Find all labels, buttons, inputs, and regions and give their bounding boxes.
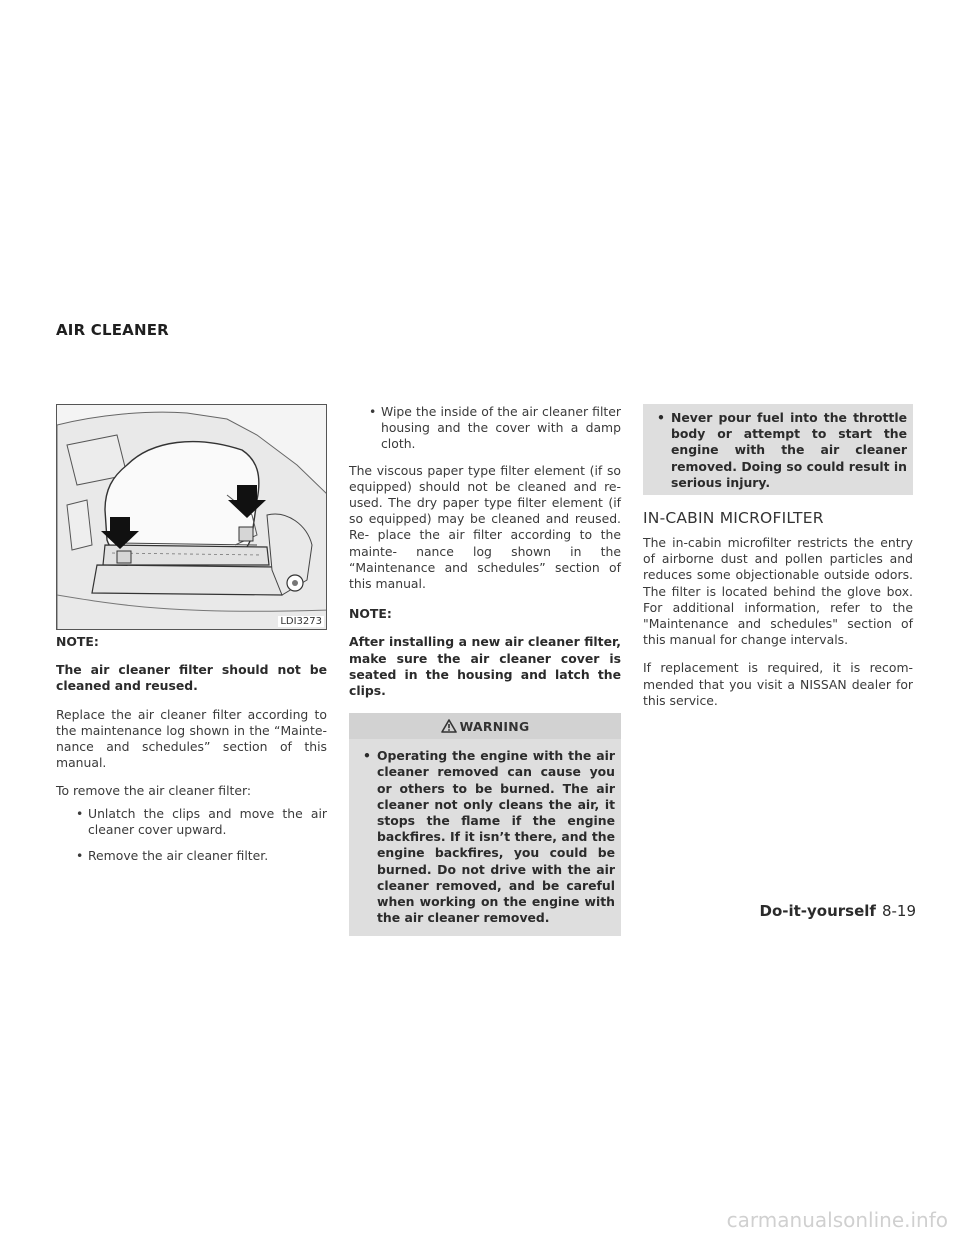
list-item: • Unlatch the clips and move the air cleaner cover upward.: [56, 806, 327, 838]
chapter-name: Do-it-yourself: [759, 902, 876, 920]
note-label: NOTE:: [56, 634, 99, 649]
watermark: carmanualsonline.info: [726, 1208, 948, 1232]
paragraph: The in-cabin microfilter restricts the entry of airborne dust and pollen particles and reduces some objectionable outside odors. The filter is located behind the glove box. For additional information, refer to the "Maintenance and schedules" section of this manual for change intervals.: [643, 535, 913, 648]
list-item: • Wipe the inside of the air cleaner filter housing and the cover with a damp cloth.: [349, 404, 621, 453]
warning-header: [349, 713, 621, 739]
note-text: The air cleaner filter should not be cleaned and reused.: [56, 662, 327, 694]
column-1: [56, 404, 327, 874]
column-2: [349, 404, 621, 946]
subheading: IN-CABIN MICROFILTER: [643, 509, 824, 528]
warning-triangle-icon: [441, 719, 457, 733]
note-text: After installing a new air cleaner filter, make sure the air cleaner cover is seated in the housing and latch the clips.: [349, 634, 621, 699]
note-label: NOTE:: [349, 606, 392, 622]
air-cleaner-figure: [56, 404, 327, 630]
list-item: • Remove the air cleaner filter.: [56, 848, 327, 864]
paragraph: If replacement is required, it is recom- mended that you visit a NISSAN dealer for this service.: [643, 660, 913, 708]
page-footer: [760, 902, 917, 920]
page-number: 8-19: [881, 902, 916, 920]
figure-label: LDI3273: [280, 616, 322, 627]
warning-box-continued: [643, 404, 913, 495]
section-title: AIR CLEANER: [56, 321, 169, 339]
paragraph: To remove the air cleaner filter:: [56, 783, 252, 799]
air-cleaner-illustration: [57, 405, 327, 630]
column-3: [643, 404, 913, 721]
paragraph: Replace the air cleaner filter according to the maintenance log shown in the “Mainte- nance and schedules” section of this manual.: [56, 706, 327, 771]
warning-item: • Operating the engine with the air cleaner removed can cause you or others to be burned. The air cleaner not only cleans the air, it stops the flame if the engine backfires. If it isn’t there, and the engine backfires, you could be burned. Do not drive with the air cleaner removed, and be careful when working on the engine with the air cleaner removed.: [349, 748, 615, 926]
warning-item: • Never pour fuel into the throttle body or attempt to start the engine with the air cleaner removed. Doing so could result in serious injury.: [643, 410, 907, 491]
paragraph: The viscous paper type filter element (if so equipped) should not be cleaned and re- used. The dry paper type filter element (if so equipped) may be cleaned and reused. Re- place the air filter according to the mainte- nance log shown in the “Maintenance and schedules” section of this manual.: [349, 462, 621, 592]
warning-title: WARNING: [459, 718, 530, 734]
warning-box: [349, 713, 621, 936]
